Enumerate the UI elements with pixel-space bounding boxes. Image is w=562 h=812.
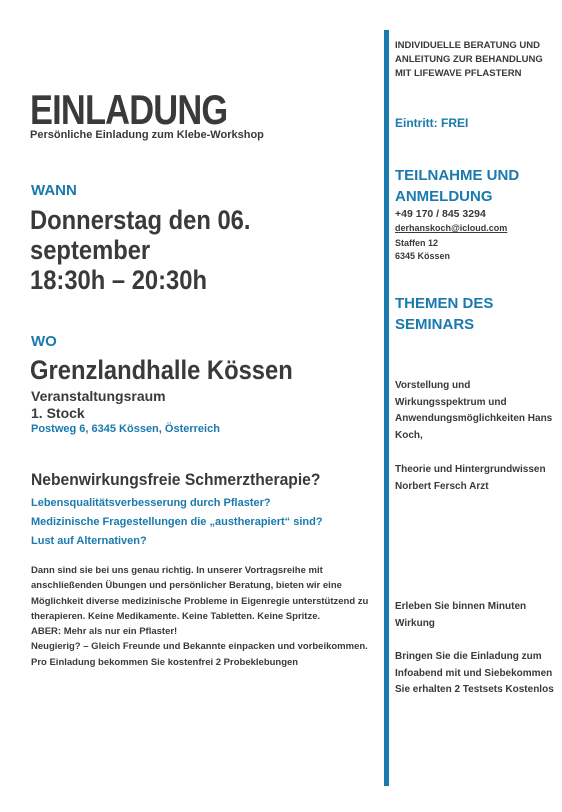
seminar-topics-heading: THEMEN DES SEMINARS	[395, 295, 494, 333]
contact-phone: +49 170 / 845 3294	[395, 208, 486, 220]
contact-city: 6345 Kössen	[395, 251, 451, 261]
body-line: Dann sind sie bei uns genau richtig. In unserer Vortragsreihe mit	[31, 565, 323, 576]
where-label: WO	[31, 333, 57, 350]
question-item: Medizinische Fragestellungen die „austherapiert“ sind?	[31, 516, 323, 528]
venue-room-line1: Veranstaltungsraum	[31, 388, 166, 404]
body-line: ABER: Mehr als nur ein Pflaster!	[31, 626, 178, 638]
venue-address: Postweg 6, 6345 Kössen, Österreich	[31, 423, 220, 435]
invitation-subtitle: Persönliche Einladung zum Klebe-Workshop	[30, 129, 264, 141]
column-divider	[384, 30, 389, 786]
body-paragraph	[31, 563, 371, 670]
bring-invitation-note: Bringen Sie die Einladung zum Infoabend mit und Siebekommen Sie erhalten 2 Testsets Kostenlos	[395, 651, 554, 695]
experience-note: Erleben Sie binnen Minuten Wirkung	[395, 601, 527, 629]
question-item: Lebensqualitätsverbesserung durch Pflaster?	[31, 497, 271, 509]
contact-street: Staffen 12	[395, 238, 439, 248]
body-line: Neugierig? – Gleich Freunde und Bekannte einpacken und vorbeikommen.	[31, 641, 368, 653]
event-date	[30, 205, 320, 295]
contact-email-link[interactable]: derhanskoch@icloud.com	[395, 223, 508, 233]
event-date-line1: Donnerstag den 06.	[30, 205, 251, 235]
body-line: therapieren. Keine Medikamente. Keine Tabletten. Keine Spritze.	[31, 610, 321, 622]
seminar-topic: Theorie und Hintergrundwissen Norbert Fersch Arzt	[395, 464, 546, 492]
when-label: WANN	[31, 182, 77, 199]
body-line: anschließenden Übungen und persönlicher Beratung, bieten wir eine	[31, 580, 342, 592]
body-line: Möglichkeit diverse medizinische Probleme in Eigenregie unterstützend zu	[31, 595, 369, 607]
admission-info: Eintritt: FREI	[395, 116, 469, 130]
consultation-heading: INDIVIDUELLE BERATUNG UND ANLEITUNG ZUR BEHANDLUNG MIT LIFEWAVE PFLASTERN	[395, 40, 543, 79]
event-date-line2: september	[30, 235, 151, 265]
question-item: Lust auf Alternativen?	[31, 535, 147, 547]
questions-heading: Nebenwirkungsfreie Schmerztherapie?	[31, 470, 321, 489]
venue-room	[31, 388, 351, 422]
seminar-topic: Vorstellung und Wirkungsspektrum und Anwendungsmöglichkeiten Hans Koch,	[395, 380, 553, 441]
event-time: 18:30h – 20:30h	[30, 265, 207, 295]
registration-heading: TEILNAHME UND ANMELDUNG	[395, 167, 520, 205]
invitation-title: EINLADUNG	[30, 86, 228, 133]
body-line: Pro Einladung bekommen Sie kostenfrei 2 Probeklebungen	[31, 656, 299, 668]
venue-room-line2: 1. Stock	[31, 405, 85, 421]
venue-name: Grenzlandhalle Kössen	[30, 355, 293, 385]
